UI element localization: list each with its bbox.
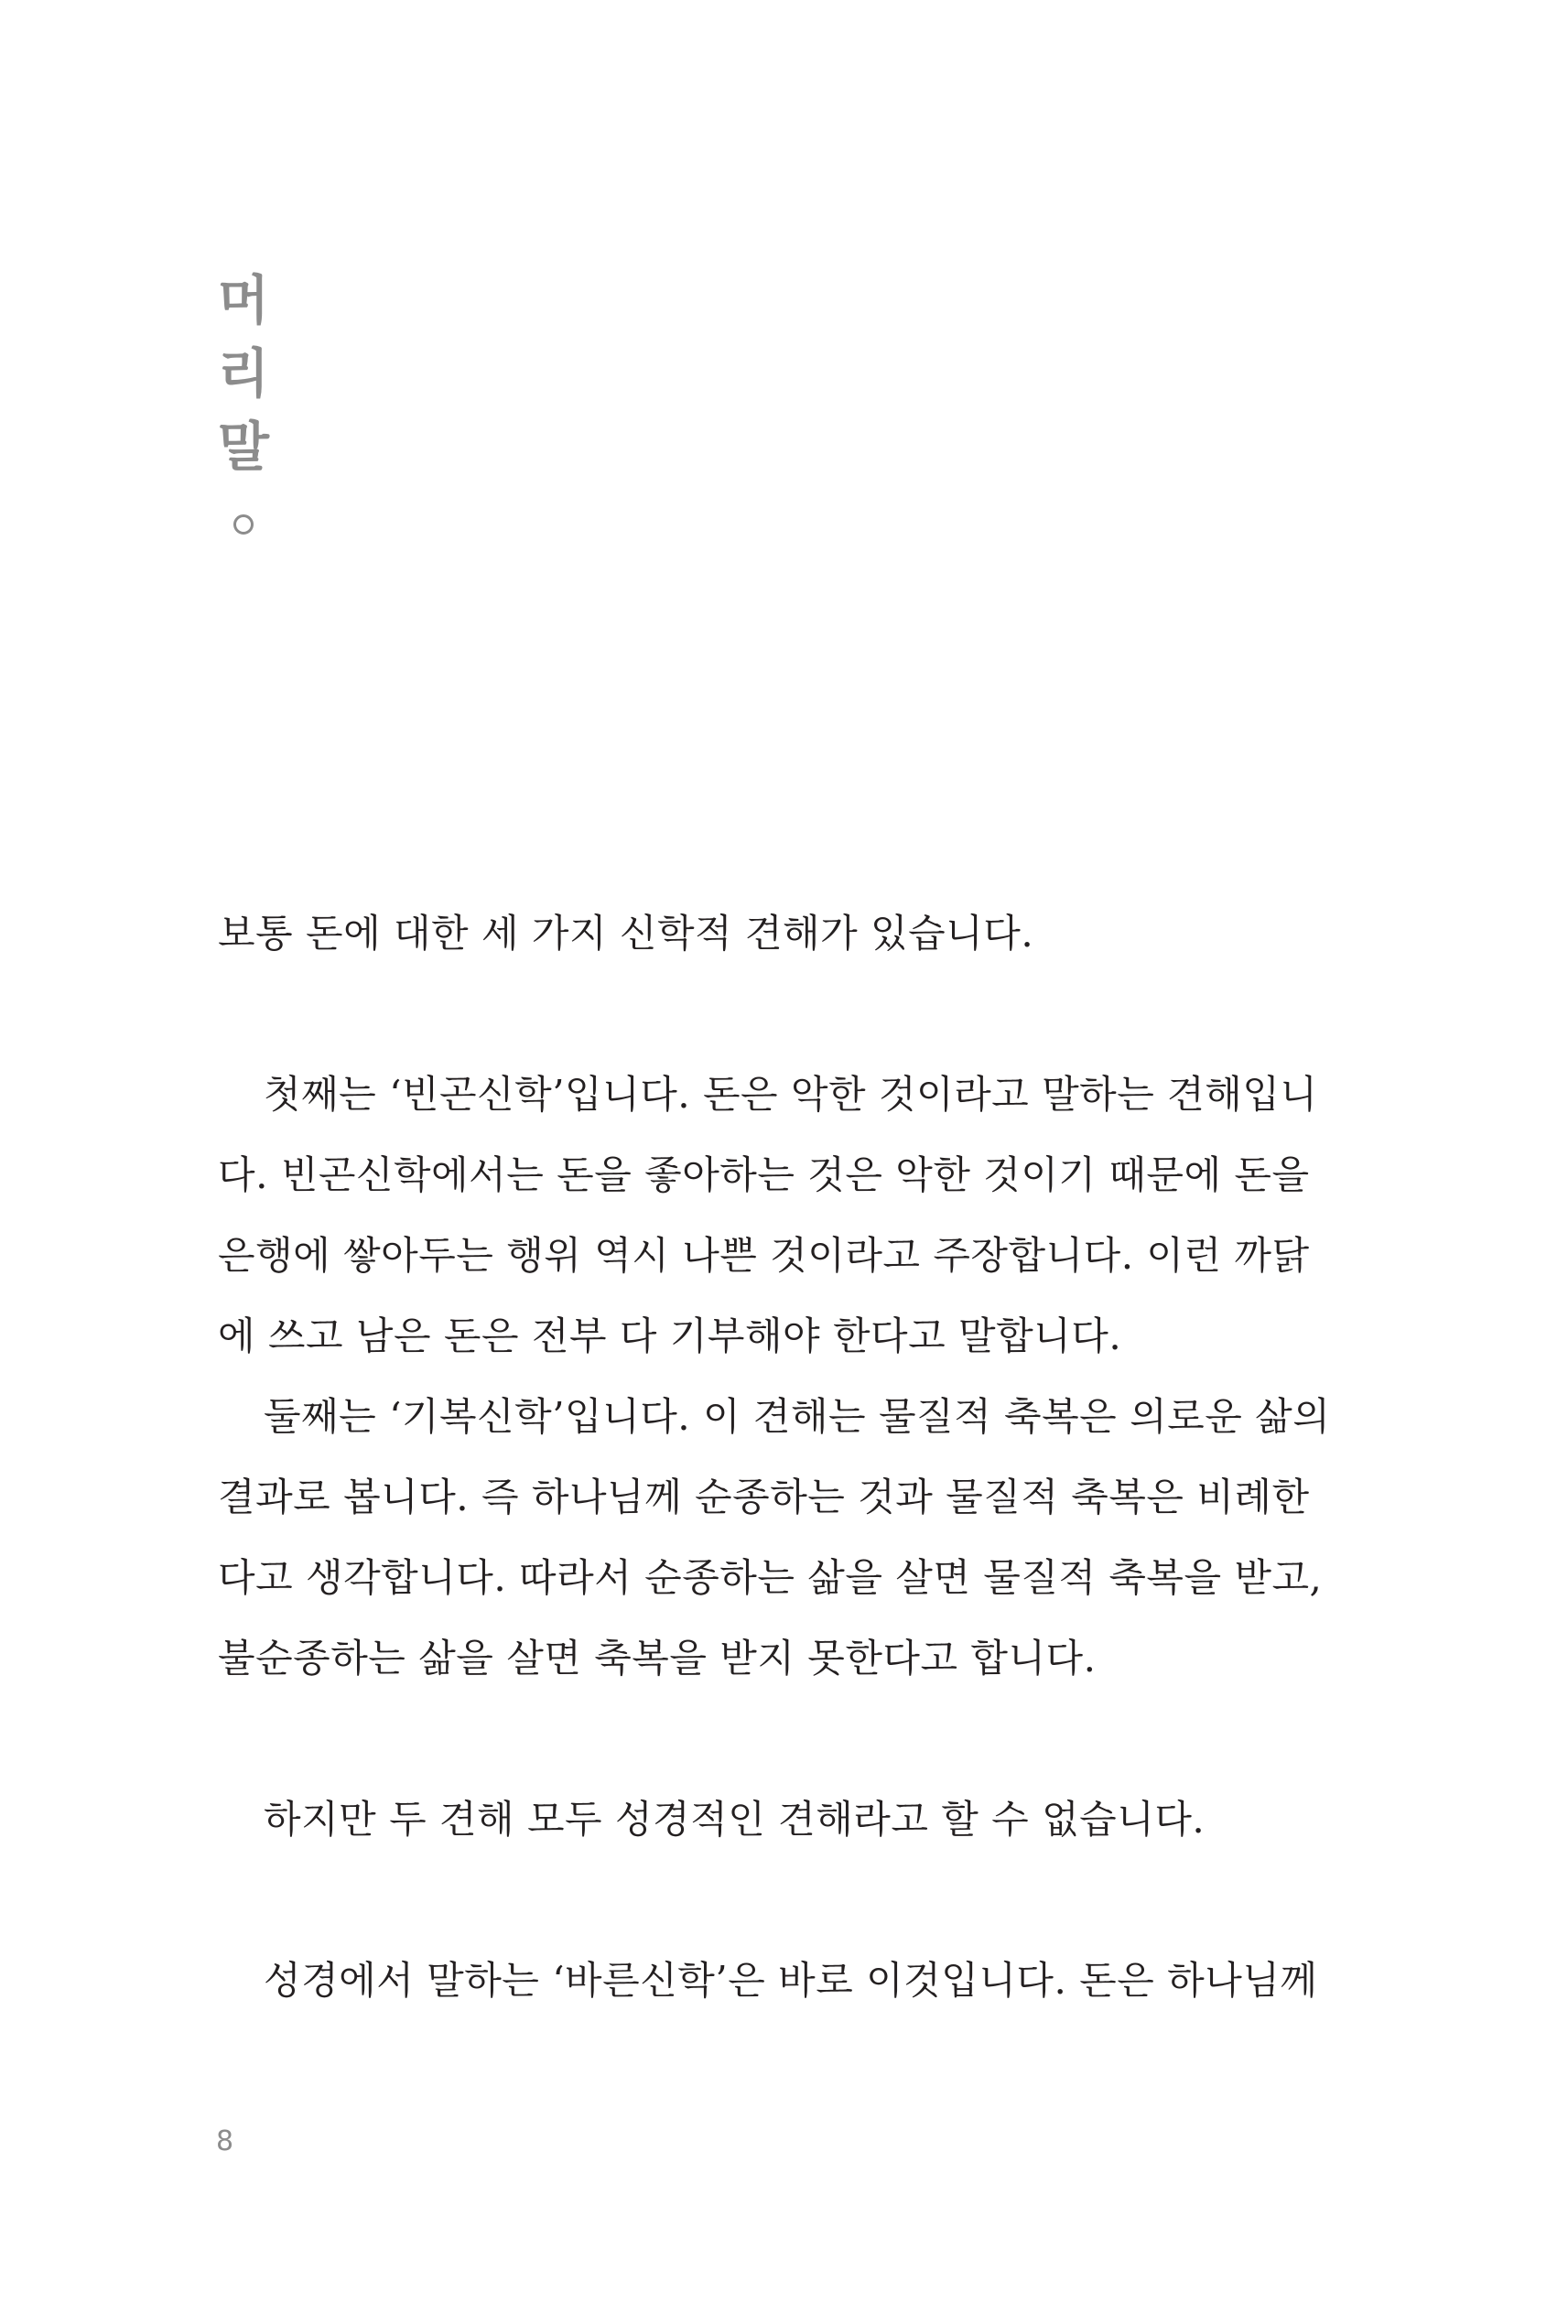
paragraph-line: 둘째는 ‘기복신학’입니다. 이 견해는 물질적 축복은 의로운 삶의 [264, 1394, 1331, 1439]
paragraph-line: 에 쓰고 남은 돈은 전부 다 기부해야 한다고 말합니다. [218, 1313, 1122, 1358]
heading-char-2: 리 [217, 342, 270, 405]
paragraph-line: 하지만 두 견해 모두 성경적인 견해라고 할 수 없습니다. [264, 1797, 1206, 1842]
intro-line: 보통 돈에 대한 세 가지 신학적 견해가 있습니다. [218, 911, 1034, 956]
circle-icon [233, 514, 254, 535]
page-number: 8 [216, 2125, 234, 2157]
paragraph-line: 은행에 쌓아두는 행위 역시 나쁜 것이라고 주장합니다. 이런 까닭 [218, 1233, 1310, 1278]
heading-char-3: 말 [217, 416, 270, 478]
chapter-heading [216, 264, 271, 535]
paragraph-line: 결과로 봅니다. 즉 하나님께 순종하는 것과 물질적 축복은 비례한 [218, 1475, 1310, 1519]
paragraph-line: 첫째는 ‘빈곤신학’입니다. 돈은 악한 것이라고 말하는 견해입니 [264, 1072, 1318, 1117]
heading-char-1: 머 [217, 269, 270, 331]
paragraph-line: 성경에서 말하는 ‘바른신학’은 바로 이것입니다. 돈은 하나님께 [264, 1958, 1318, 2003]
paragraph-line: 다고 생각합니다. 따라서 순종하는 삶을 살면 물질적 축복을 받고, [218, 1555, 1323, 1600]
paragraph-line: 불순종하는 삶을 살면 축복을 받지 못한다고 합니다. [218, 1636, 1097, 1681]
paragraph-line: 다. 빈곤신학에서는 돈을 좋아하는 것은 악한 것이기 때문에 돈을 [218, 1152, 1310, 1197]
